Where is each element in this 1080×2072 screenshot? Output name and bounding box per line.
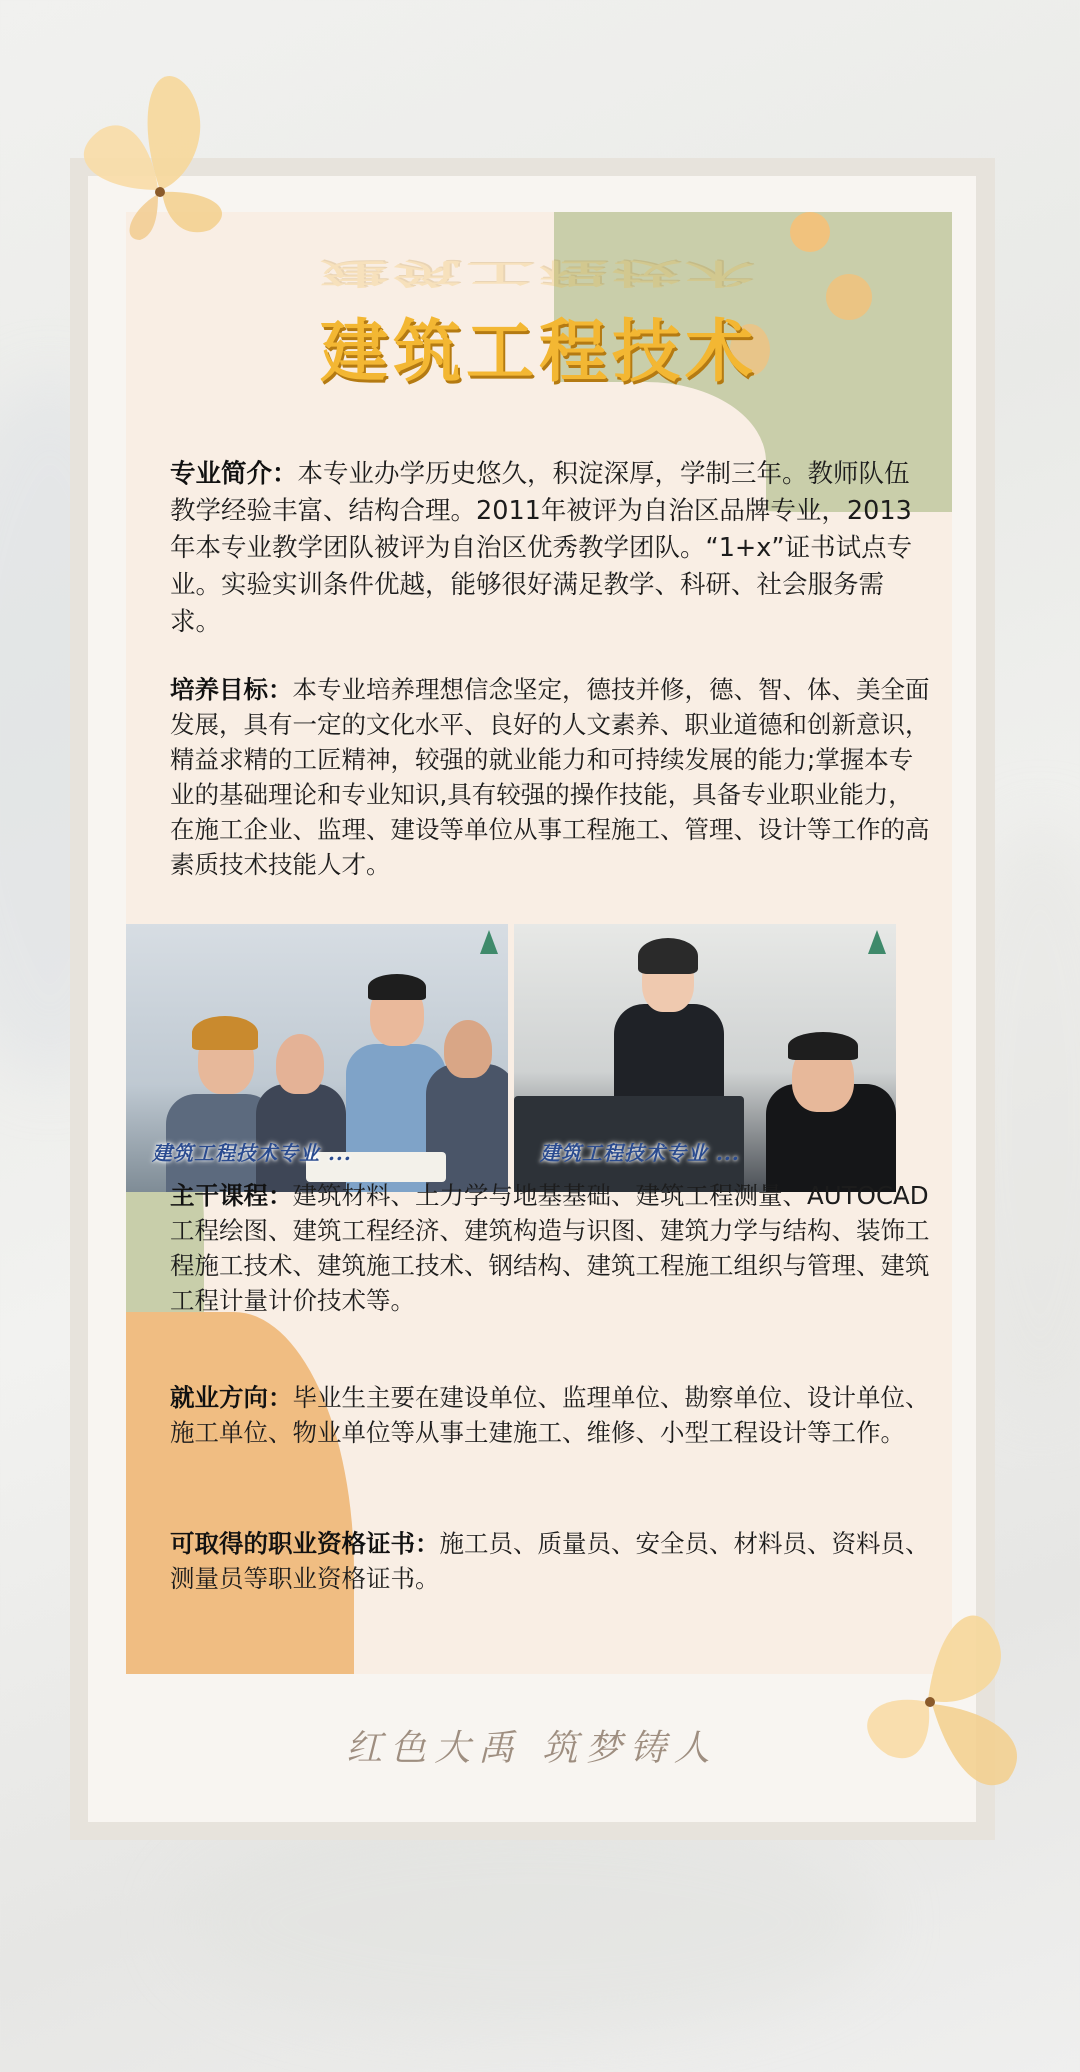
section-label: 培养目标： bbox=[170, 675, 293, 704]
section-label: 可取得的职业资格证书： bbox=[170, 1529, 440, 1558]
background-wash bbox=[180, 1812, 880, 2032]
title-block bbox=[126, 298, 952, 395]
photo-caption: 建筑工程技术专业 ... bbox=[152, 1141, 352, 1165]
school-motto: 红色大禹 筑梦铸人 bbox=[346, 1728, 718, 1769]
photo-figure bbox=[192, 1016, 258, 1050]
poster-card bbox=[126, 212, 952, 1674]
decor-dot bbox=[790, 212, 830, 252]
photo-figure bbox=[276, 1034, 324, 1094]
section-label: 主干课程： bbox=[170, 1181, 293, 1210]
title-reflection bbox=[126, 255, 952, 296]
section-label: 专业简介： bbox=[170, 459, 298, 489]
section-intro bbox=[170, 456, 930, 641]
section-text: 施工员、质量员、安全员、材料员、资料员、测量员等职业资格证书。 bbox=[170, 1529, 930, 1593]
photo-figure bbox=[638, 938, 698, 974]
computer-lab-photo bbox=[514, 924, 896, 1192]
section-certificates bbox=[170, 1526, 930, 1596]
section-employment bbox=[170, 1380, 930, 1450]
school-logo-icon bbox=[480, 930, 498, 954]
photo-figure bbox=[444, 1020, 492, 1078]
classroom-photo bbox=[126, 924, 508, 1192]
section-goal bbox=[170, 672, 930, 882]
butterfly-icon bbox=[828, 1580, 1058, 1810]
butterfly-icon bbox=[40, 40, 260, 260]
decor-orange-wave bbox=[126, 1312, 354, 1674]
section-label: 就业方向： bbox=[170, 1383, 293, 1412]
photo-caption: 建筑工程技术专业 ... bbox=[540, 1141, 740, 1165]
section-text: 建筑材料、土力学与地基基础、建筑工程测量、AUTOCAD工程绘图、建筑工程经济、建筑构造与识图、建筑力学与结构、装饰工程施工技术、建筑施工技术、钢结构、建筑工程施工组织与管理、建筑工程计量计价技术等。 bbox=[170, 1181, 930, 1315]
section-text: 毕业生主要在建设单位、监理单位、勘察单位、设计单位、施工单位、物业单位等从事土建施工、维修、小型工程设计等工作。 bbox=[170, 1383, 930, 1447]
photo-figure bbox=[368, 974, 426, 1000]
title-reflection-text: 建筑工程技术 bbox=[319, 256, 758, 291]
school-logo-icon bbox=[868, 930, 886, 954]
photo-figure bbox=[788, 1032, 858, 1060]
section-text: 本专业办学历史悠久，积淀深厚，学制三年。教师队伍教学经验丰富、结构合理。2011年被评为自治区品牌专业，2013年本专业教学团队被评为自治区优秀教学团队。“1+x”证书试点专业。实验实训条件优越，能够很好满足教学、科研、社会服务需求。 bbox=[170, 459, 913, 637]
section-courses bbox=[170, 1178, 930, 1318]
section-text: 本专业培养理想信念坚定，德技并修，德、智、体、美全面发展，具有一定的文化水平、良好的人文素养、职业道德和创新意识，精益求精的工匠精神，较强的就业能力和可持续发展的能力;掌握本专业的基础理论和专业知识,具有较强的操作技能，具备专业职业能力，在施工企业、监理、建设等单位从事工程施工、管理、设计等工作的高素质技术技能人才。 bbox=[170, 675, 930, 879]
page-title: 建筑工程技术 bbox=[319, 312, 758, 392]
